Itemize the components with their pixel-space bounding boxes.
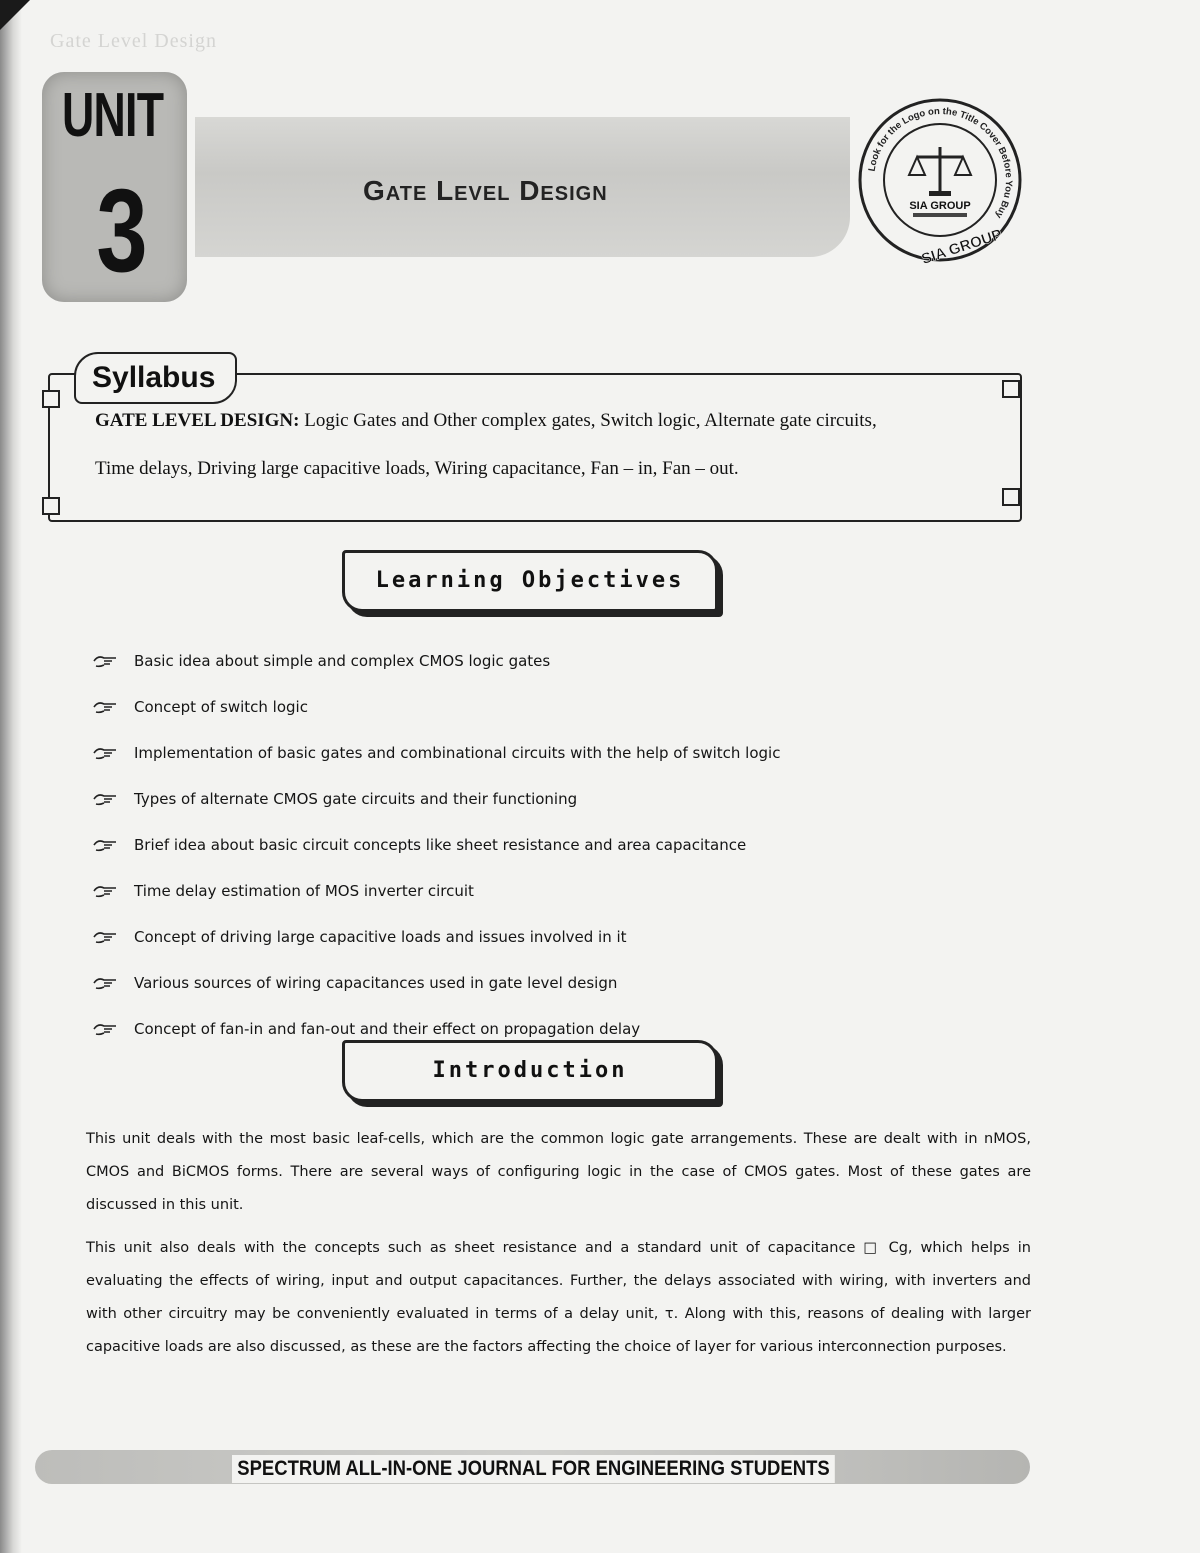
- intro-paragraph-1: This unit deals with the most basic leaf-cells, which are the common logic gate arrangements. These are dealt with in nMOS, CMOS and BiCMOS forms. There are several ways of configuring logic in the case of CMOS gates. Most of these gates are discussed in this unit.: [86, 1131, 1031, 1213]
- unit-block: [42, 72, 187, 302]
- objective-text: Basic idea about simple and complex CMOS logic gates: [134, 652, 551, 670]
- syllabus-topics-1: Logic Gates and Other complex gates, Switch logic, Alternate gate circuits,: [299, 410, 877, 431]
- list-item: [92, 868, 872, 914]
- seal-ring-text: Look for the Logo on the Title Cover Before You Buy: [866, 105, 1015, 221]
- pointing-hand-icon: [92, 929, 118, 945]
- intro-paragraph-2: This unit also deals with the concepts such as sheet resistance and a standard unit of capacitance □ Cg, which helps in evaluating the effects of wiring, input and output capacitances. Further, the delays associated with wiring, with inverters and with other circuitry may be conveniently evaluated in terms of a delay unit, τ. Along with this, reasons of dealing with larger capacitive loads are also discussed, as these are the factors affecting the choice of layer for various interconnection purposes.: [86, 1240, 1031, 1355]
- pointing-hand-icon: [92, 791, 118, 807]
- objective-text: Various sources of wiring capacitances used in gate level design: [134, 974, 618, 992]
- introduction-heading: Introduction: [342, 1040, 718, 1102]
- list-item: [92, 730, 872, 776]
- objective-text: Implementation of basic gates and combinational circuits with the help of switch logic: [134, 744, 781, 762]
- page-edge-shadow: [0, 0, 22, 1553]
- pointing-hand-icon: [92, 745, 118, 761]
- syllabus-line-2: Time delays, Driving large capacitive loads, Wiring capacitance, Fan – in, Fan – out.: [95, 458, 739, 479]
- faint-running-header: Gate Level Design: [50, 30, 217, 52]
- list-item: [92, 822, 872, 868]
- list-item: [92, 684, 872, 730]
- pointing-hand-icon: [92, 975, 118, 991]
- objective-text: Brief idea about basic circuit concepts like sheet resistance and area capacitance: [134, 836, 747, 854]
- pointing-hand-icon: [92, 699, 118, 715]
- syllabus-tag: Syllabus: [74, 352, 237, 404]
- objective-text: Time delay estimation of MOS inverter circuit: [134, 882, 474, 900]
- pointing-hand-icon: [92, 837, 118, 853]
- objective-text: Concept of switch logic: [134, 698, 308, 716]
- scales-icon: [909, 147, 971, 196]
- seal-bottom-text: SIA GROUP: [919, 226, 1005, 265]
- title-banner: [195, 117, 850, 257]
- syllabus-corner-ornament: [1002, 488, 1020, 506]
- list-item: [92, 776, 872, 822]
- objective-text: Concept of fan-in and fan-out and their effect on propagation delay: [134, 1020, 641, 1038]
- pointing-hand-icon: [92, 883, 118, 899]
- page-title: Gate Level Design: [363, 175, 608, 206]
- seal-graphic: [855, 95, 1025, 265]
- unit-number: 3: [96, 165, 148, 297]
- syllabus-lead: GATE LEVEL DESIGN:: [95, 410, 300, 431]
- objective-text: Concept of driving large capacitive loads and issues involved in it: [134, 928, 627, 946]
- pointing-hand-icon: [92, 653, 118, 669]
- objective-text: Types of alternate CMOS gate circuits and their functioning: [134, 790, 578, 808]
- unit-label: UNIT: [62, 81, 164, 150]
- list-item: [92, 914, 872, 960]
- seal-center-text: SIA GROUP: [909, 200, 971, 212]
- syllabus-corner-ornament: [42, 390, 60, 408]
- footer-journal-title: SPECTRUM ALL-IN-ONE JOURNAL FOR ENGINEERING STUDENTS: [232, 1455, 835, 1483]
- syllabus-corner-ornament: [42, 497, 60, 515]
- syllabus-corner-ornament: [1002, 380, 1020, 398]
- list-item: [92, 960, 872, 1006]
- objectives-list: [92, 638, 872, 1052]
- sia-group-seal: [855, 95, 1025, 265]
- learning-objectives-heading: Learning Objectives: [342, 550, 718, 612]
- list-item: [92, 638, 872, 684]
- syllabus-line-1: [95, 410, 877, 432]
- pointing-hand-icon: [92, 1021, 118, 1037]
- page-corner: [0, 0, 30, 30]
